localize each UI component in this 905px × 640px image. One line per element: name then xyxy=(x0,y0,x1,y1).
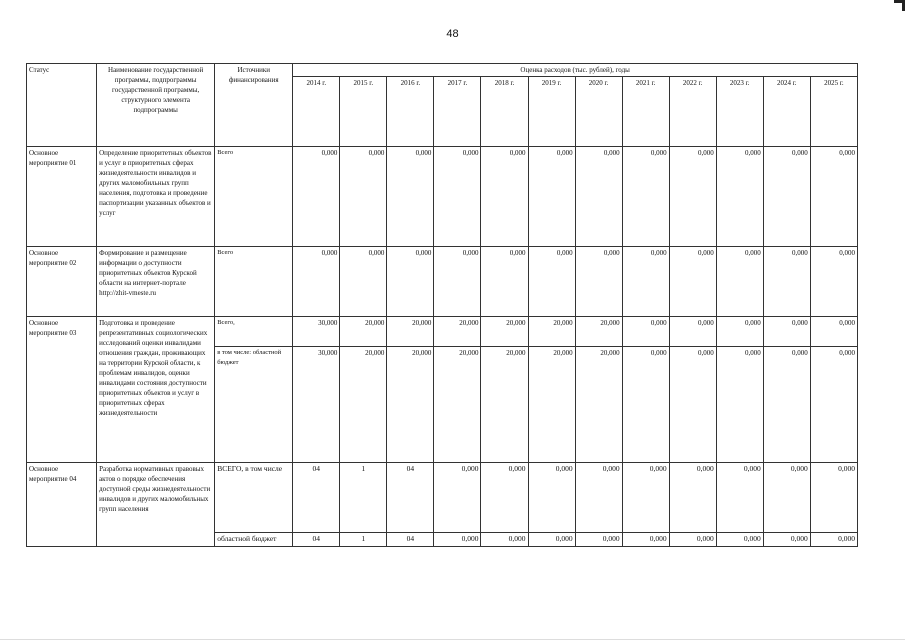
value-cell: 0,000 xyxy=(669,533,716,547)
value-cell: 04 xyxy=(387,463,434,533)
header-year: 2024 г. xyxy=(763,77,810,147)
value-cell: 0,000 xyxy=(716,147,763,247)
value-cell: 20,000 xyxy=(340,347,387,463)
value-cell: 20,000 xyxy=(434,347,481,463)
value-cell: 20,000 xyxy=(528,347,575,463)
header-source: Источники финансирования xyxy=(215,64,293,147)
table-row xyxy=(27,147,858,247)
value-cell: 0,000 xyxy=(481,533,528,547)
row-name: Подготовка и проведение репрезентативных социологических исследований оценки инвалидами отношения граждан, проживающих на территории Курской области, к проблемам инвалидов, оценки инвалидами состояния доступности приоритетных объектов и услуг в приоритетных сферах жизнедеятельности xyxy=(97,317,215,463)
value-cell: 0,000 xyxy=(340,147,387,247)
value-cell: 20,000 xyxy=(528,317,575,347)
row-status: Основное мероприятие 01 xyxy=(27,147,97,247)
value-cell: 0,000 xyxy=(622,533,669,547)
value-cell: 0,000 xyxy=(481,247,528,317)
value-cell: 0,000 xyxy=(669,147,716,247)
value-cell: 20,000 xyxy=(340,317,387,347)
value-cell: 0,000 xyxy=(387,147,434,247)
value-cell: 30,000 xyxy=(293,317,340,347)
value-cell: 0,000 xyxy=(528,533,575,547)
header-year: 2019 г. xyxy=(528,77,575,147)
value-cell: 0,000 xyxy=(528,247,575,317)
row-source: Всего xyxy=(215,147,293,247)
row-source: областной бюджет xyxy=(215,533,293,547)
value-cell: 0,000 xyxy=(622,147,669,247)
value-cell: 0,000 xyxy=(763,463,810,533)
row-status: Основное мероприятие 04 xyxy=(27,463,97,547)
value-cell: 0,000 xyxy=(810,317,857,347)
value-cell: 0,000 xyxy=(622,347,669,463)
value-cell: 0,000 xyxy=(575,533,622,547)
value-cell: 0,000 xyxy=(622,317,669,347)
value-cell: 1 xyxy=(340,463,387,533)
row-source: Всего, xyxy=(215,317,293,347)
value-cell: 0,000 xyxy=(810,147,857,247)
header-year: 2018 г. xyxy=(481,77,528,147)
row-source: Всего xyxy=(215,247,293,317)
value-cell: 0,000 xyxy=(716,463,763,533)
header-year: 2017 г. xyxy=(434,77,481,147)
header-year: 2023 г. xyxy=(716,77,763,147)
table-row xyxy=(27,463,858,533)
row-name: Определение приоритетных объектов и услуг в приоритетных сферах жизнедеятельности инвалидов и других маломобильных групп населения, подготовка и проведение паспортизации указанных объектов и услуг xyxy=(97,147,215,247)
value-cell: 0,000 xyxy=(434,533,481,547)
value-cell: 20,000 xyxy=(387,347,434,463)
value-cell: 0,000 xyxy=(810,247,857,317)
row-status: Основное мероприятие 02 xyxy=(27,247,97,317)
value-cell: 20,000 xyxy=(481,317,528,347)
value-cell: 0,000 xyxy=(669,317,716,347)
value-cell: 20,000 xyxy=(575,317,622,347)
value-cell: 0,000 xyxy=(763,247,810,317)
value-cell: 0,000 xyxy=(387,247,434,317)
table-row xyxy=(27,247,858,317)
value-cell: 0,000 xyxy=(763,317,810,347)
value-cell: 04 xyxy=(293,533,340,547)
header-year: 2014 г. xyxy=(293,77,340,147)
value-cell: 0,000 xyxy=(810,347,857,463)
page-number: 48 xyxy=(446,28,459,40)
value-cell: 0,000 xyxy=(810,533,857,547)
header-year: 2020 г. xyxy=(575,77,622,147)
header-year: 2022 г. xyxy=(669,77,716,147)
value-cell: 0,000 xyxy=(528,463,575,533)
value-cell: 0,000 xyxy=(481,147,528,247)
value-cell: 0,000 xyxy=(575,247,622,317)
header-name: Наименование государственной программы, подпрограммы государственной программы, структурного элемента подпрограммы xyxy=(97,64,215,147)
value-cell: 30,000 xyxy=(293,347,340,463)
value-cell: 0,000 xyxy=(434,147,481,247)
value-cell: 0,000 xyxy=(669,347,716,463)
value-cell: 0,000 xyxy=(622,247,669,317)
value-cell: 1 xyxy=(340,533,387,547)
value-cell: 0,000 xyxy=(293,247,340,317)
row-name: Формирование и размещение информации о доступности приоритетных объектов Курской области на интернет-портале http://zhit-vmeste.ru xyxy=(97,247,215,317)
value-cell: 0,000 xyxy=(716,247,763,317)
header-estimate: Оценка расходов (тыс. рублей), годы xyxy=(293,64,858,77)
value-cell: 0,000 xyxy=(434,247,481,317)
value-cell: 0,000 xyxy=(575,463,622,533)
value-cell: 0,000 xyxy=(481,463,528,533)
header-year: 2025 г. xyxy=(810,77,857,147)
header-year: 2021 г. xyxy=(622,77,669,147)
value-cell: 20,000 xyxy=(575,347,622,463)
value-cell: 0,000 xyxy=(810,463,857,533)
value-cell: 04 xyxy=(387,533,434,547)
value-cell: 0,000 xyxy=(763,347,810,463)
value-cell: 0,000 xyxy=(669,247,716,317)
value-cell: 0,000 xyxy=(622,463,669,533)
value-cell: 0,000 xyxy=(763,147,810,247)
row-source: в том числе: областной бюджет xyxy=(215,347,293,463)
table-row xyxy=(27,317,858,347)
page-corner-mark xyxy=(894,0,905,11)
value-cell: 0,000 xyxy=(763,533,810,547)
row-status: Основное мероприятие 03 xyxy=(27,317,97,463)
value-cell: 0,000 xyxy=(340,247,387,317)
value-cell: 0,000 xyxy=(528,147,575,247)
value-cell: 0,000 xyxy=(716,347,763,463)
value-cell: 20,000 xyxy=(434,317,481,347)
value-cell: 0,000 xyxy=(669,463,716,533)
header-year: 2016 г. xyxy=(387,77,434,147)
header-status: Статус xyxy=(27,64,97,147)
row-name: Разработка нормативных правовых актов о порядке обеспечения доступной среды жизнедеятельности инвалидов и других маломобильных групп населения xyxy=(97,463,215,547)
value-cell: 20,000 xyxy=(481,347,528,463)
value-cell: 0,000 xyxy=(716,317,763,347)
value-cell: 0,000 xyxy=(434,463,481,533)
header-year: 2015 г. xyxy=(340,77,387,147)
value-cell: 0,000 xyxy=(716,533,763,547)
value-cell: 0,000 xyxy=(293,147,340,247)
row-source: ВСЕГО, в том числе xyxy=(215,463,293,533)
expenditure-table xyxy=(26,63,858,547)
value-cell: 20,000 xyxy=(387,317,434,347)
value-cell: 04 xyxy=(293,463,340,533)
value-cell: 0,000 xyxy=(575,147,622,247)
